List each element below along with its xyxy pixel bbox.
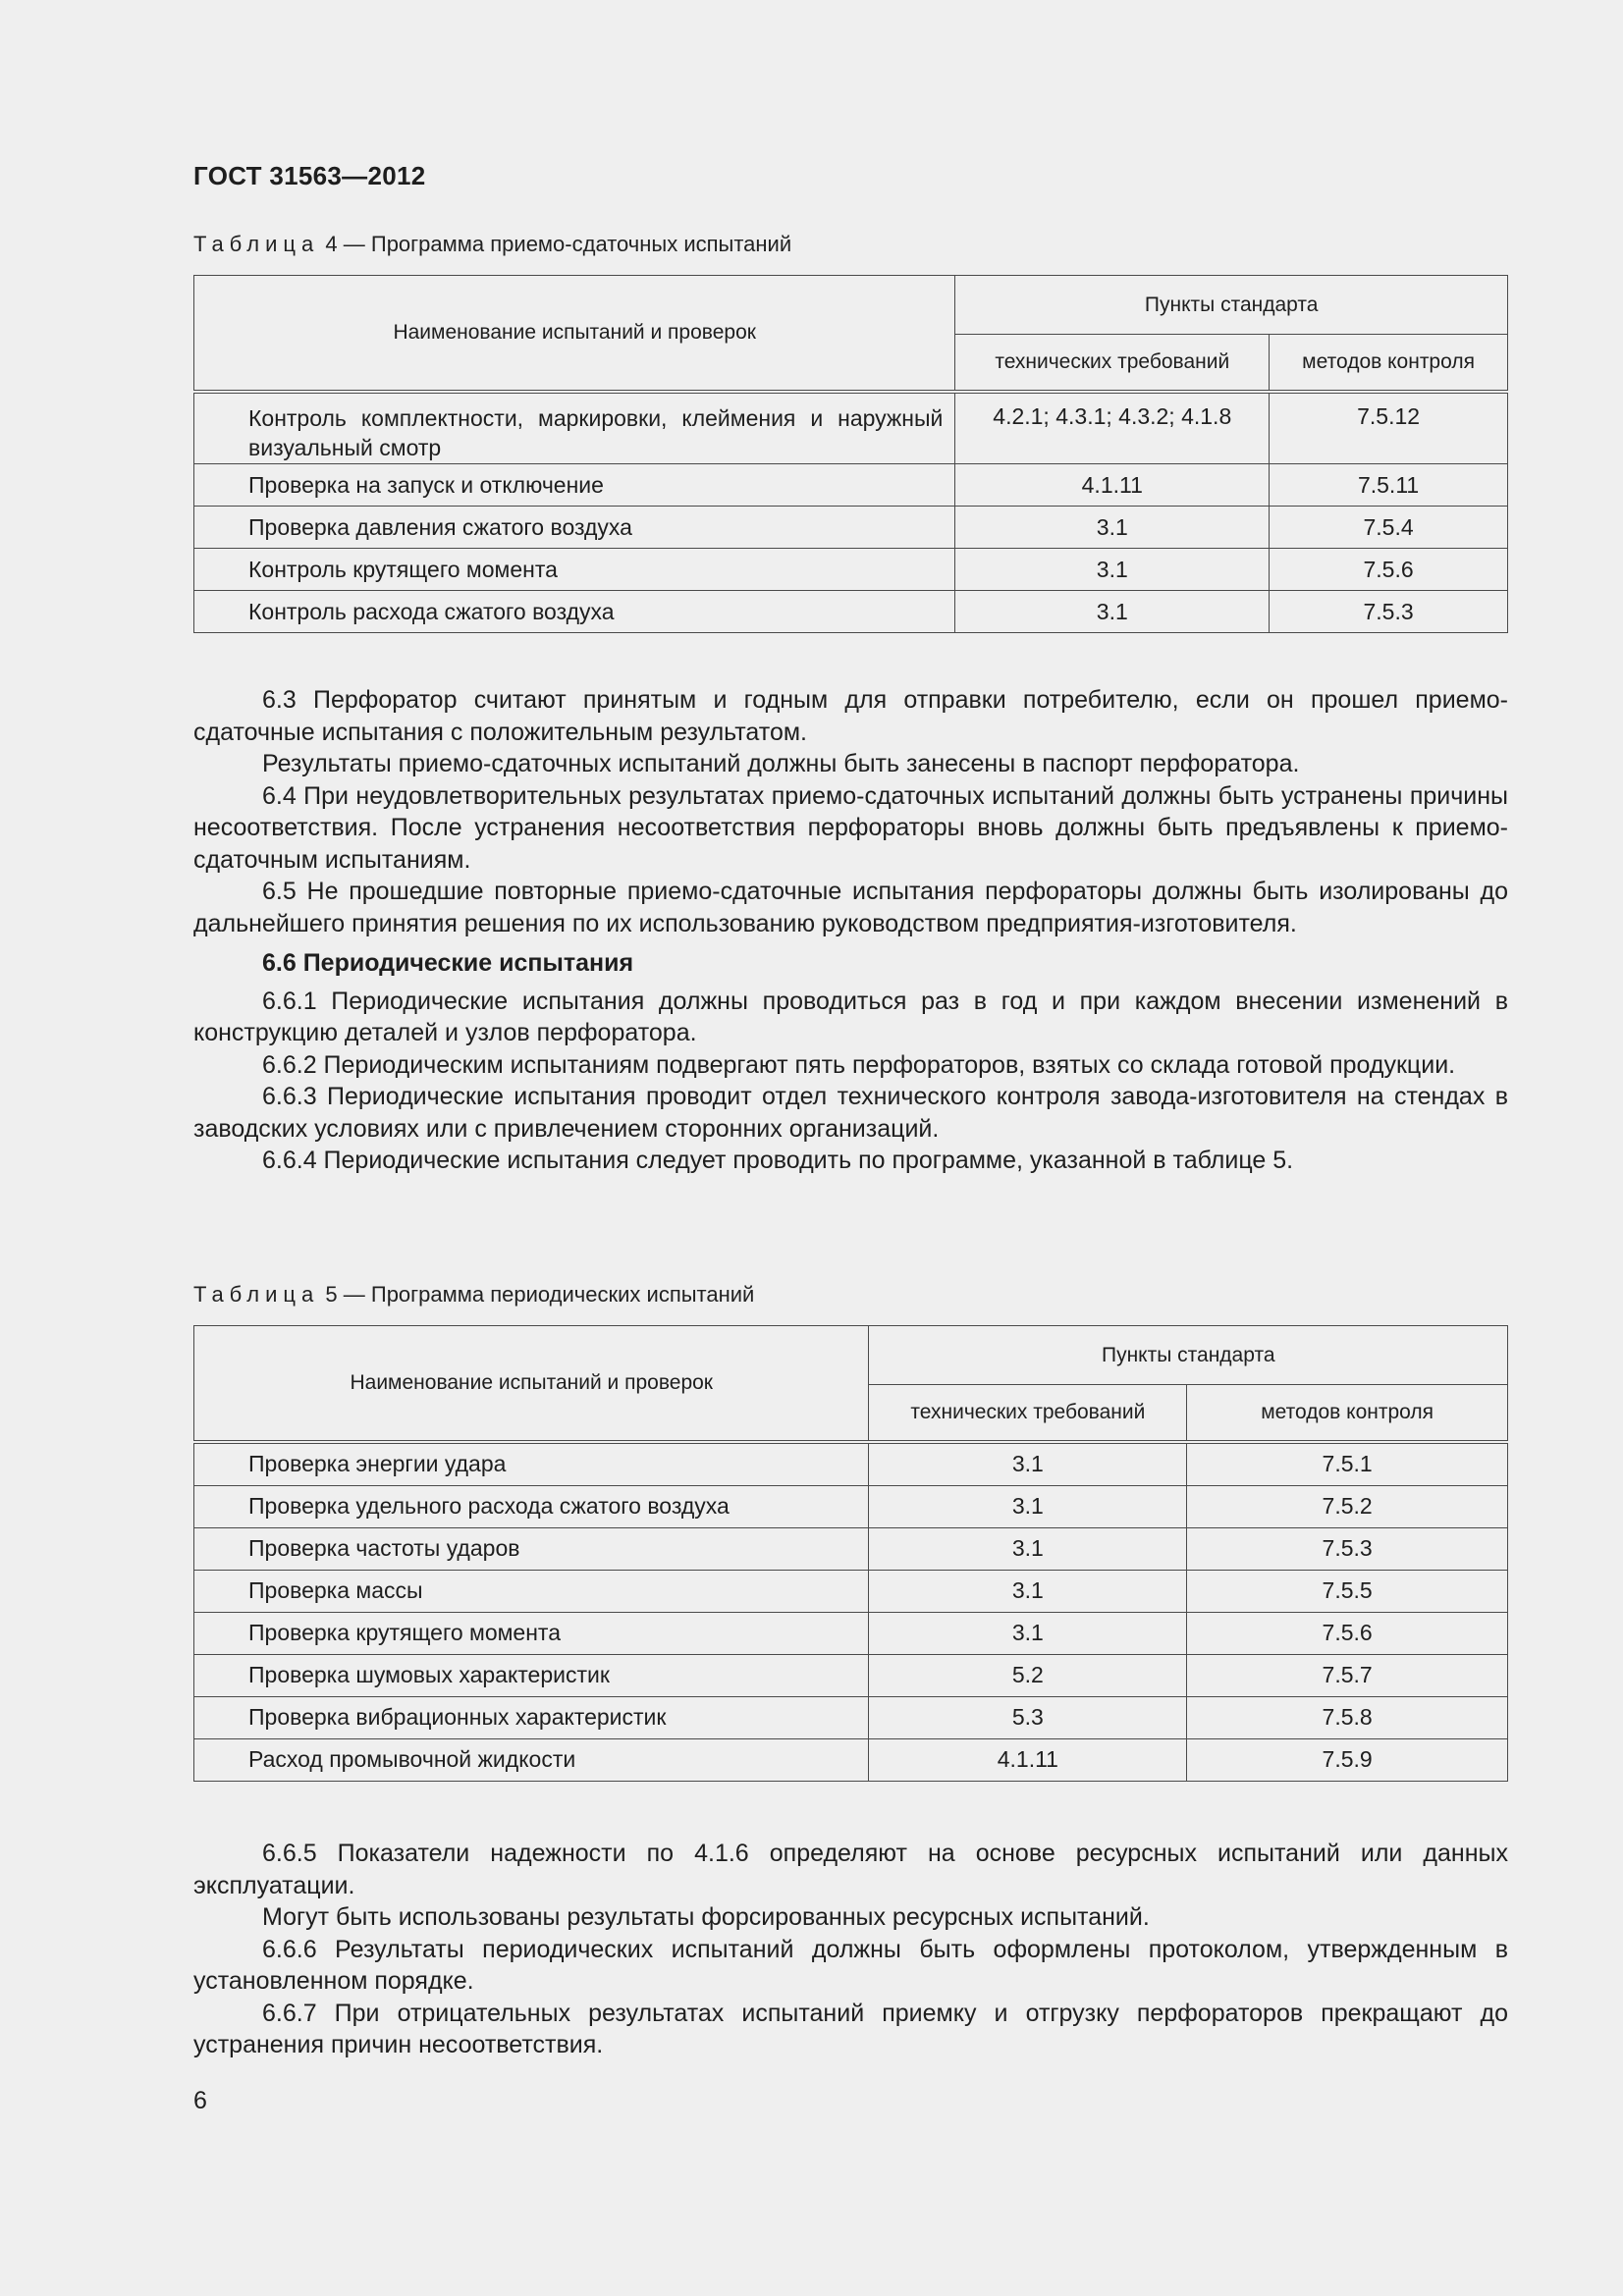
table4-caption-prefix: Таблица xyxy=(193,232,320,256)
table5-caption-prefix: Таблица xyxy=(193,1282,320,1307)
table-row xyxy=(194,1570,1508,1612)
table-row xyxy=(194,392,1508,464)
table-row xyxy=(194,549,1508,591)
table5-row-methods: 7.5.9 xyxy=(1187,1738,1508,1781)
paragraph-6-3-note: Результаты приемо-сдаточных испытаний должны быть занесены в паспорт перфоратора. xyxy=(262,750,1300,777)
paragraph-6-6-5: 6.6.5 Показатели надежности по 4.1.6 определяют на основе ресурсных испытаний или данных эксплуатации. xyxy=(193,1840,1508,1899)
table-row xyxy=(194,464,1508,507)
table-row xyxy=(194,1738,1508,1781)
table4-header-tech: технических требований xyxy=(955,335,1270,392)
table5-row-methods: 7.5.6 xyxy=(1187,1612,1508,1654)
table-row xyxy=(194,507,1508,549)
table-row xyxy=(194,1696,1508,1738)
page-number: 6 xyxy=(193,2087,207,2114)
table5-row-name: Проверка крутящего момента xyxy=(194,1612,869,1654)
paragraph-6-6-2: 6.6.2 Периодическим испытаниям подвергают пять перфораторов, взятых со склада готовой продукции. xyxy=(262,1050,1456,1079)
table4-caption-title: — Программа приемо-сдаточных испытаний xyxy=(343,232,792,256)
table4-row-methods: 7.5.6 xyxy=(1270,549,1508,591)
table5-row-name: Проверка удельного расхода сжатого воздуха xyxy=(194,1485,869,1527)
table4-row-methods: 7.5.11 xyxy=(1270,464,1508,507)
table4-caption-number: 4 xyxy=(325,232,338,256)
table4-row-tech: 3.1 xyxy=(955,549,1270,591)
table4-row-methods: 7.5.4 xyxy=(1270,507,1508,549)
table4-row-tech: 3.1 xyxy=(955,591,1270,633)
table4-row-name: Контроль комплектности, маркировки, клеймения и наружный визуальный смотр xyxy=(194,392,955,464)
table4-row-name: Контроль расхода сжатого воздуха xyxy=(194,591,955,633)
table5-row-tech: 5.3 xyxy=(869,1696,1187,1738)
table5-row-tech: 3.1 xyxy=(869,1570,1187,1612)
table5-row-tech: 3.1 xyxy=(869,1612,1187,1654)
table4-caption xyxy=(193,232,791,257)
table-row xyxy=(194,1442,1508,1486)
table5-header-methods: методов контроля xyxy=(1187,1385,1508,1442)
table4-row-name: Проверка давления сжатого воздуха xyxy=(194,507,955,549)
table5-row-methods: 7.5.5 xyxy=(1187,1570,1508,1612)
table5-row-name: Расход промывочной жидкости xyxy=(194,1738,869,1781)
paragraph-6-6-3: 6.6.3 Периодические испытания проводит отдел технического контроля завода-изготовителя на стендах в заводских условиях или с привлечением сторонних организаций. xyxy=(193,1083,1508,1143)
table4-row-methods: 7.5.3 xyxy=(1270,591,1508,633)
table5-row-methods: 7.5.8 xyxy=(1187,1696,1508,1738)
table5-row-tech: 3.1 xyxy=(869,1527,1187,1570)
table5-row-methods: 7.5.7 xyxy=(1187,1654,1508,1696)
table4-row-tech: 4.2.1; 4.3.1; 4.3.2; 4.1.8 xyxy=(955,392,1270,464)
table5-caption-title: — Программа периодических испытаний xyxy=(343,1282,755,1307)
table4-row-name: Проверка на запуск и отключение xyxy=(194,464,955,507)
table-row xyxy=(194,1527,1508,1570)
table4-header-methods: методов контроля xyxy=(1270,335,1508,392)
table4-row-tech: 3.1 xyxy=(955,507,1270,549)
table5 xyxy=(193,1325,1508,1782)
paragraph-6-6-4: 6.6.4 Периодические испытания следует проводить по программе, указанной в таблице 5. xyxy=(262,1147,1294,1174)
section-acceptance-text xyxy=(193,684,1508,1177)
table-row xyxy=(194,1654,1508,1696)
table-row xyxy=(194,1485,1508,1527)
table5-row-name: Проверка шумовых характеристик xyxy=(194,1654,869,1696)
table5-row-methods: 7.5.1 xyxy=(1187,1442,1508,1486)
table5-row-name: Проверка массы xyxy=(194,1570,869,1612)
paragraph-6-6-7: 6.6.7 При отрицательных результатах испытаний приемку и отгрузку перфораторов прекращают до устранения причин несоответствия. xyxy=(193,1999,1508,2058)
table4 xyxy=(193,275,1508,633)
table4-row-name: Контроль крутящего момента xyxy=(194,549,955,591)
table5-row-tech: 4.1.11 xyxy=(869,1738,1187,1781)
section-periodic-text xyxy=(193,1838,1508,2061)
paragraph-6-6-5-note: Могут быть использованы результаты форсированных ресурсных испытаний. xyxy=(262,1903,1150,1931)
table5-row-methods: 7.5.3 xyxy=(1187,1527,1508,1570)
table4-header-group: Пункты стандарта xyxy=(955,276,1508,335)
table5-header-tech: технических требований xyxy=(869,1385,1187,1442)
table5-row-tech: 5.2 xyxy=(869,1654,1187,1696)
paragraph-6-6-6: 6.6.6 Результаты периодических испытаний должны быть оформлены протоколом, утвержденным в установленном порядке. xyxy=(193,1935,1508,1995)
table5-header-group: Пункты стандарта xyxy=(869,1326,1508,1385)
table5-row-tech: 3.1 xyxy=(869,1485,1187,1527)
table5-caption-number: 5 xyxy=(325,1282,338,1307)
table5-row-tech: 3.1 xyxy=(869,1442,1187,1486)
paragraph-6-5: 6.5 Не прошедшие повторные приемо-сдаточные испытания перфораторы должны быть изолированы до дальнейшего принятия решения по их использованию руководством предприятия-изготовителя. xyxy=(193,878,1508,937)
document-header: ГОСТ 31563—2012 xyxy=(193,161,426,190)
section-heading-6-6: 6.6 Периодические испытания xyxy=(262,949,634,977)
table5-row-name: Проверка частоты ударов xyxy=(194,1527,869,1570)
table5-header-name: Наименование испытаний и проверок xyxy=(194,1326,869,1442)
table5-row-name: Проверка вибрационных характеристик xyxy=(194,1696,869,1738)
table5-row-name: Проверка энергии удара xyxy=(194,1442,869,1486)
table-row xyxy=(194,1612,1508,1654)
paragraph-6-4: 6.4 При неудовлетворительных результатах приемо-сдаточных испытаний должны быть устранены причины несоответствия. После устранения несоответствия перфораторы вновь должны быть предъявлены к приемо-сдаточным испытаниям. xyxy=(193,781,1508,874)
table4-header-name: Наименование испытаний и проверок xyxy=(194,276,955,392)
table4-row-methods: 7.5.12 xyxy=(1270,392,1508,464)
table-row xyxy=(194,591,1508,633)
table5-row-methods: 7.5.2 xyxy=(1187,1485,1508,1527)
table4-row-tech: 4.1.11 xyxy=(955,464,1270,507)
paragraph-6-3: 6.3 Перфоратор считают принятым и годным для отправки потребителю, если он прошел приемо-сдаточные испытания с положительным результатом. xyxy=(193,686,1508,746)
table5-caption xyxy=(193,1282,754,1308)
paragraph-6-6-1: 6.6.1 Периодические испытания должны проводиться раз в год и при каждом внесении изменений в конструкцию деталей и узлов перфоратора. xyxy=(193,987,1508,1046)
